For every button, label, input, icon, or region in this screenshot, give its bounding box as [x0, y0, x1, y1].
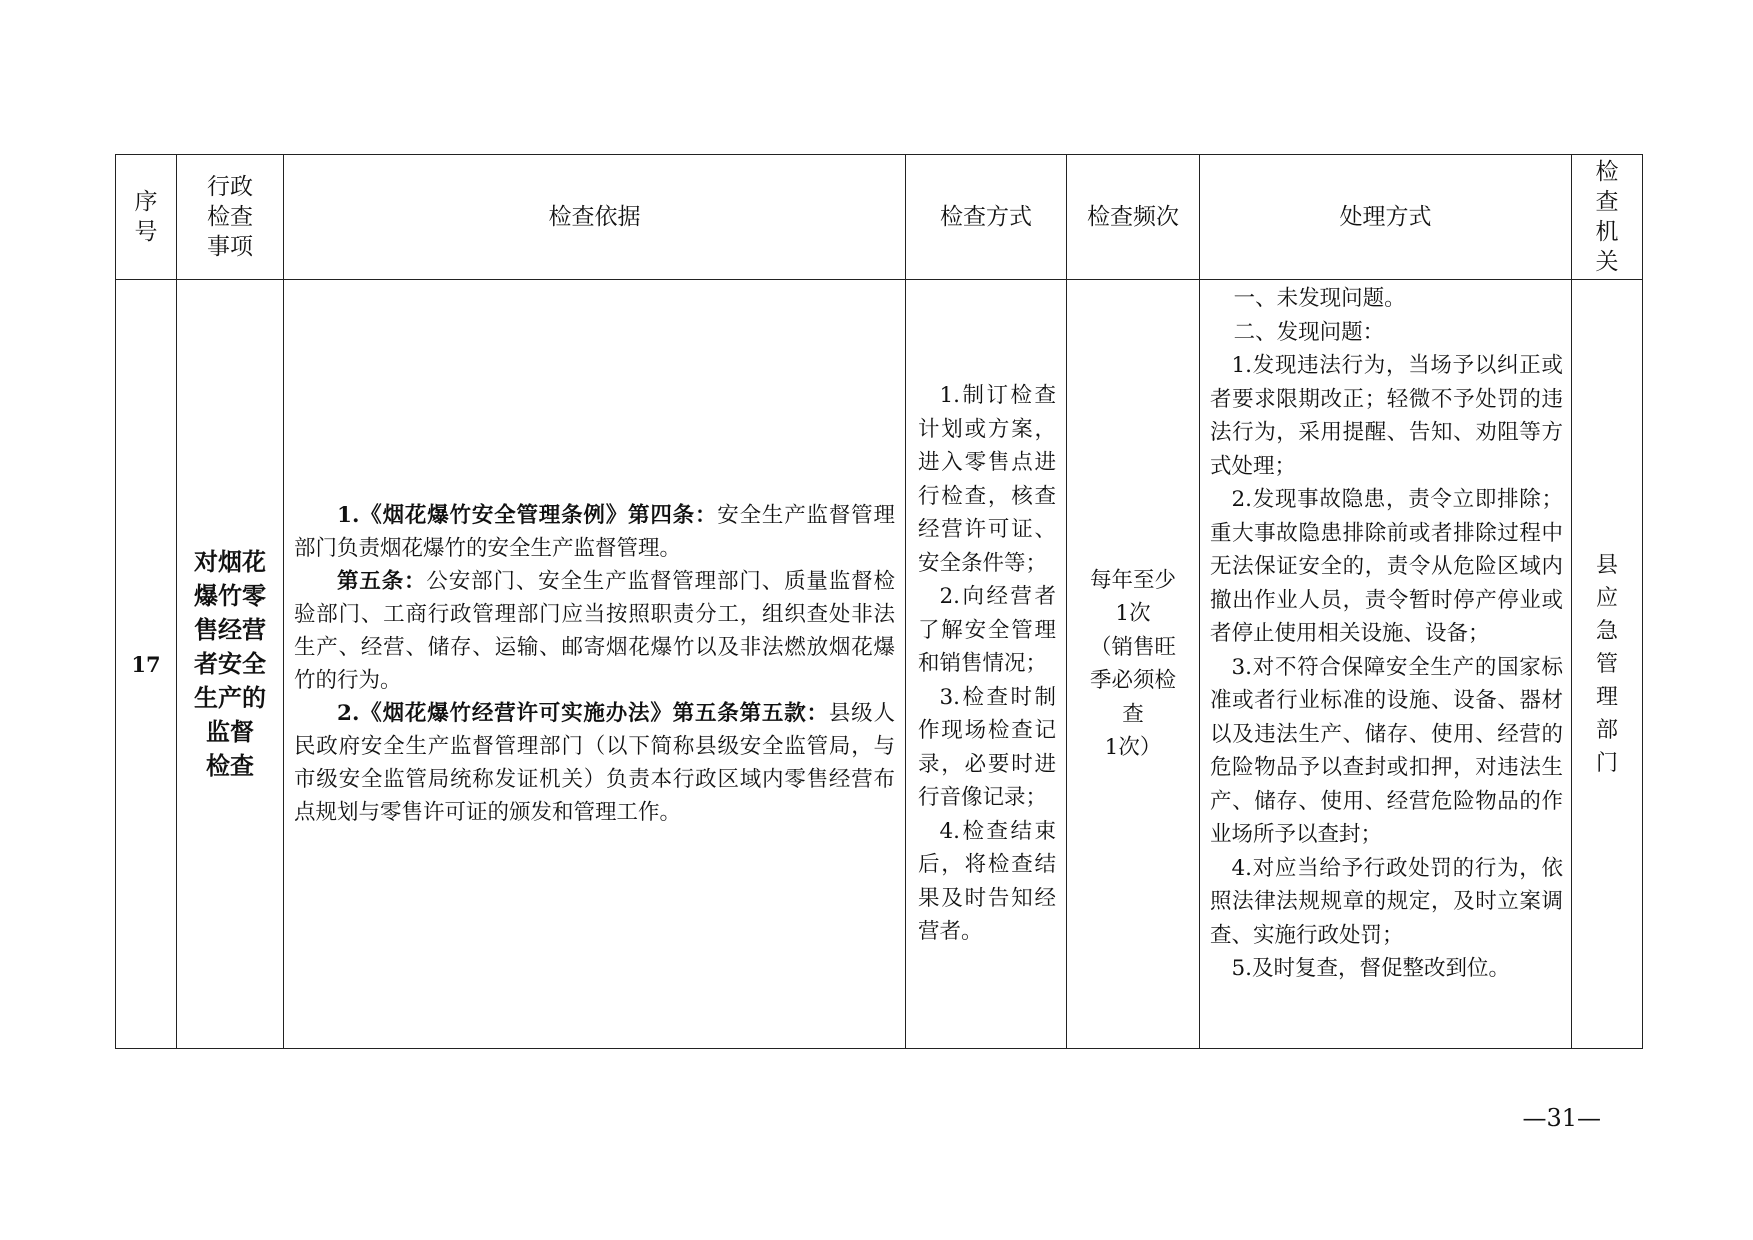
method-step: 2.向经营者了解安全管理和销售情况； [918, 584, 1056, 677]
header-seq [116, 155, 177, 280]
page-number: —31— [1522, 1104, 1601, 1132]
basis-clause-text: 县级人民政府安全生产监督管理部门（以下简称县级安全监管局，与市级安全监管局统称发证机关）负责本行政区域内零售经营布点规划与零售许可证的颁发和管理工作。 [294, 701, 895, 825]
row-item-line: 生产的 [194, 683, 266, 712]
handling-line: 3.对不符合保障安全生产的国家标准或者行业标准的设施、设备、器材以及违法生产、储存、使用、经营的危险物品予以查封或扣押，对违法生产、储存、使用、经营危险物品的作业场所予以查封； [1210, 654, 1563, 847]
handling-line: 4.对应当给予行政处罚的行为，依照法律法规规章的规定，及时立案调查、实施行政处罚； [1210, 855, 1563, 948]
header-basis: 检查依据 [284, 155, 906, 280]
header-org-line: 查 [1595, 189, 1619, 215]
basis-clause-title: 第五条： [337, 569, 427, 594]
method-step: 4.检查结束后，将检查结果及时告知经营者。 [918, 818, 1056, 945]
handling-line: 二、发现问题： [1233, 319, 1385, 345]
basis-clause-text: 安全生产监督管理部门负责烟花爆竹的安全生产监督管理。 [294, 503, 895, 561]
org-char: 急 [1595, 618, 1618, 644]
handling-line: 2.发现事故隐患，责令立即排除；重大事故隐患排除前或者排除过程中无法保证安全的，责令从危险区域内撤出作业人员，责令暂时停产停业或者停止使用相关设施、设备； [1210, 487, 1563, 646]
basis-clause-text: 公安部门、安全生产监督管理部门、质量监督检验部门、工商行政管理部门应当按照职责分工，组织查处非法生产、经营、储存、运输、邮寄烟花爆竹以及非法燃放烟花爆竹的行为。 [294, 569, 895, 693]
frequency-line: 1次） [1104, 735, 1162, 760]
frequency-line: 季必须检 [1089, 668, 1176, 693]
header-method: 检查方式 [906, 155, 1067, 280]
row-item-line: 检查 [206, 751, 254, 780]
header-item-line: 行政 [207, 174, 253, 200]
frequency-line: 每年至少 [1089, 567, 1176, 593]
basis-clause-title: 1.《烟花爆竹安全管理条例》第四条： [337, 503, 718, 528]
org-char: 应 [1595, 585, 1618, 611]
row-frequency [1067, 280, 1200, 1049]
row-item-line: 对烟花 [194, 547, 266, 576]
org-char: 理 [1595, 684, 1618, 710]
frequency-line: （销售旺 [1089, 634, 1176, 660]
frequency-line: 1次 [1115, 601, 1151, 626]
row-seq: 17 [116, 280, 177, 1049]
header-row [116, 155, 1643, 280]
header-handling: 处理方式 [1200, 155, 1572, 280]
org-char: 县 [1595, 552, 1618, 578]
row-org [1572, 280, 1643, 1049]
header-org-line: 机 [1595, 219, 1619, 245]
header-seq-line: 序 [134, 189, 158, 215]
inspection-table [115, 154, 1643, 1049]
row-item-line: 者安全 [194, 649, 266, 678]
org-char: 管 [1595, 651, 1618, 677]
row-handling [1200, 280, 1572, 1049]
header-frequency: 检查频次 [1067, 155, 1200, 280]
handling-line: 一、未发现问题。 [1233, 286, 1406, 311]
method-step: 3.检查时制作现场检查记录，必要时进行音像记录； [918, 684, 1056, 811]
basis-paragraph [294, 565, 895, 697]
basis-clause-title: 2.《烟花爆竹经营许可实施办法》第五条第五款： [337, 701, 829, 726]
row-item-line: 爆竹零 [194, 581, 266, 610]
row-basis [284, 280, 906, 1049]
row-item-line: 售经营 [194, 615, 266, 644]
table-row [116, 280, 1643, 1049]
frequency-line: 查 [1122, 701, 1144, 727]
org-char: 门 [1595, 750, 1618, 776]
basis-paragraph [294, 499, 895, 565]
header-item-line: 事项 [207, 234, 253, 260]
row-item [177, 280, 284, 1049]
row-item-line: 监督 [206, 717, 254, 746]
header-seq-line: 号 [134, 219, 158, 245]
header-org-line: 关 [1595, 249, 1619, 275]
row-method [906, 280, 1067, 1049]
header-org-line: 检 [1595, 159, 1619, 185]
org-char: 部 [1595, 717, 1618, 743]
handling-line: 5.及时复查，督促整改到位。 [1231, 956, 1511, 981]
header-item [177, 155, 284, 280]
header-item-line: 检查 [207, 204, 253, 230]
method-step: 1.制订检查计划或方案，进入零售点进行检查，核查经营许可证、安全条件等； [918, 383, 1056, 576]
handling-line: 1.发现违法行为，当场予以纠正或者要求限期改正；轻微不予处罚的违法行为，采用提醒、告知、劝阻等方式处理； [1210, 353, 1563, 479]
basis-paragraph [294, 697, 895, 829]
header-org [1572, 155, 1643, 280]
